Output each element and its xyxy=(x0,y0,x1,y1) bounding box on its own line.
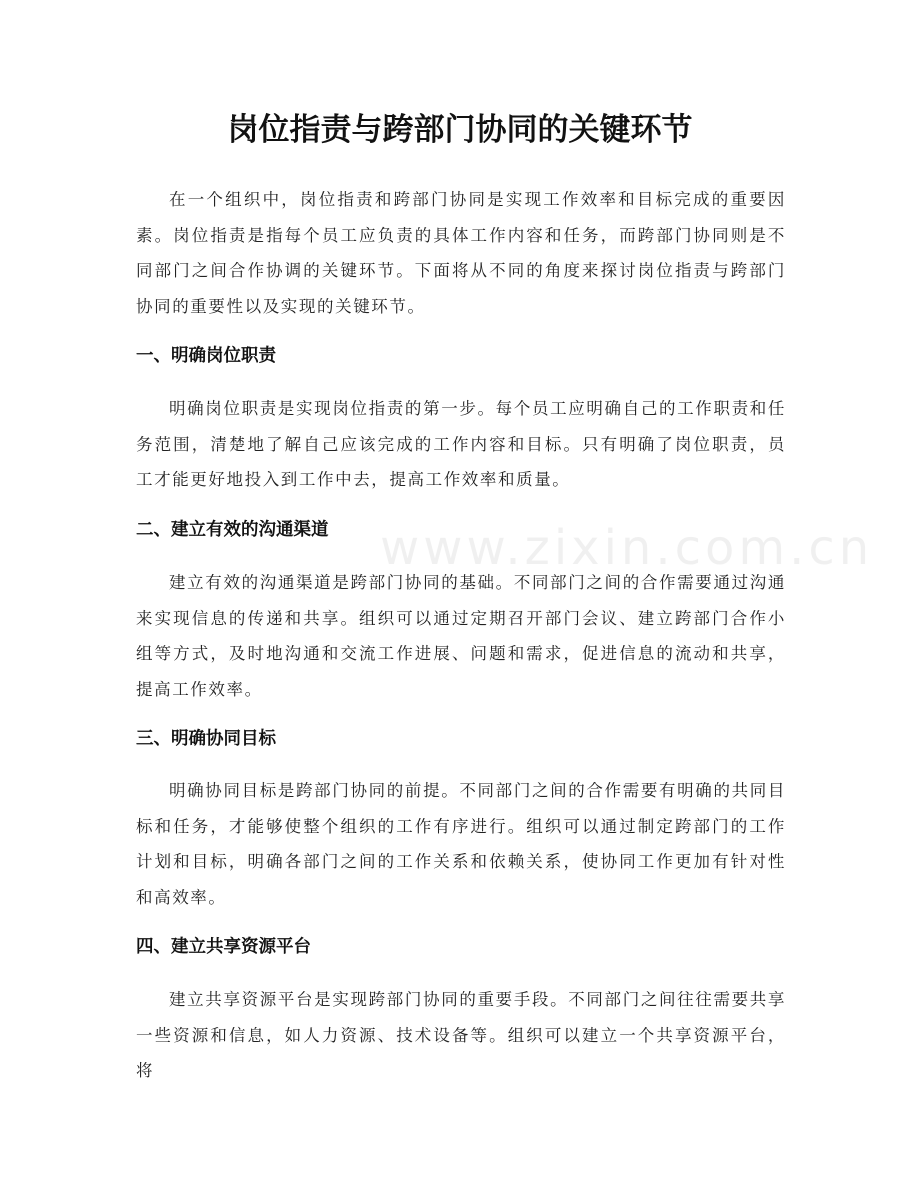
intro-paragraph: 在一个组织中，岗位指责和跨部门协同是实现工作效率和目标完成的重要因素。岗位指责是指每个员工应负责的具体工作内容和任务，而跨部门协同则是不同部门之间合作协调的关键环节。下面将从不同的角度来探讨岗位指责与跨部门协同的重要性以及实现的关键环节。 xyxy=(136,190,786,316)
document-title: 岗位指责与跨部门协同的关键环节 xyxy=(227,112,693,148)
section-2-body: 建立有效的沟通渠道是跨部门协同的基础。不同部门之间的合作需要通过沟通来实现信息的传递和共享。组织可以通过定期召开部门会议、建立跨部门合作小组等方式，及时地沟通和交流工作进展、问题和需求，促进信息的流动和共享，提高工作效率。 xyxy=(136,573,786,699)
section-2-heading: 二、建立有效的沟通渠道 xyxy=(136,520,329,540)
section-4-heading: 四、建立共享资源平台 xyxy=(136,937,311,957)
section-1-heading: 一、明确岗位职责 xyxy=(136,346,276,366)
section-3-heading: 三、明确协同目标 xyxy=(136,729,276,749)
watermark: www.zixin.com.cn xyxy=(380,520,874,576)
section-1-body: 明确岗位职责是实现岗位指责的第一步。每个员工应明确自己的工作职责和任务范围，清楚地了解自己应该完成的工作内容和目标。只有明确了岗位职责，员工才能更好地投入到工作中去，提高工作效率和质量。 xyxy=(136,399,786,490)
section-3-body: 明确协同目标是跨部门协同的前提。不同部门之间的合作需要有明确的共同目标和任务，才能够使整个组织的工作有序进行。组织可以通过制定跨部门的工作计划和目标，明确各部门之间的工作关系和依赖关系，使协同工作更加有针对性和高效率。 xyxy=(136,781,786,907)
section-4-body: 建立共享资源平台是实现跨部门协同的重要手段。不同部门之间往往需要共享一些资源和信息，如人力资源、技术设备等。组织可以建立一个共享资源平台，将 xyxy=(136,990,786,1081)
